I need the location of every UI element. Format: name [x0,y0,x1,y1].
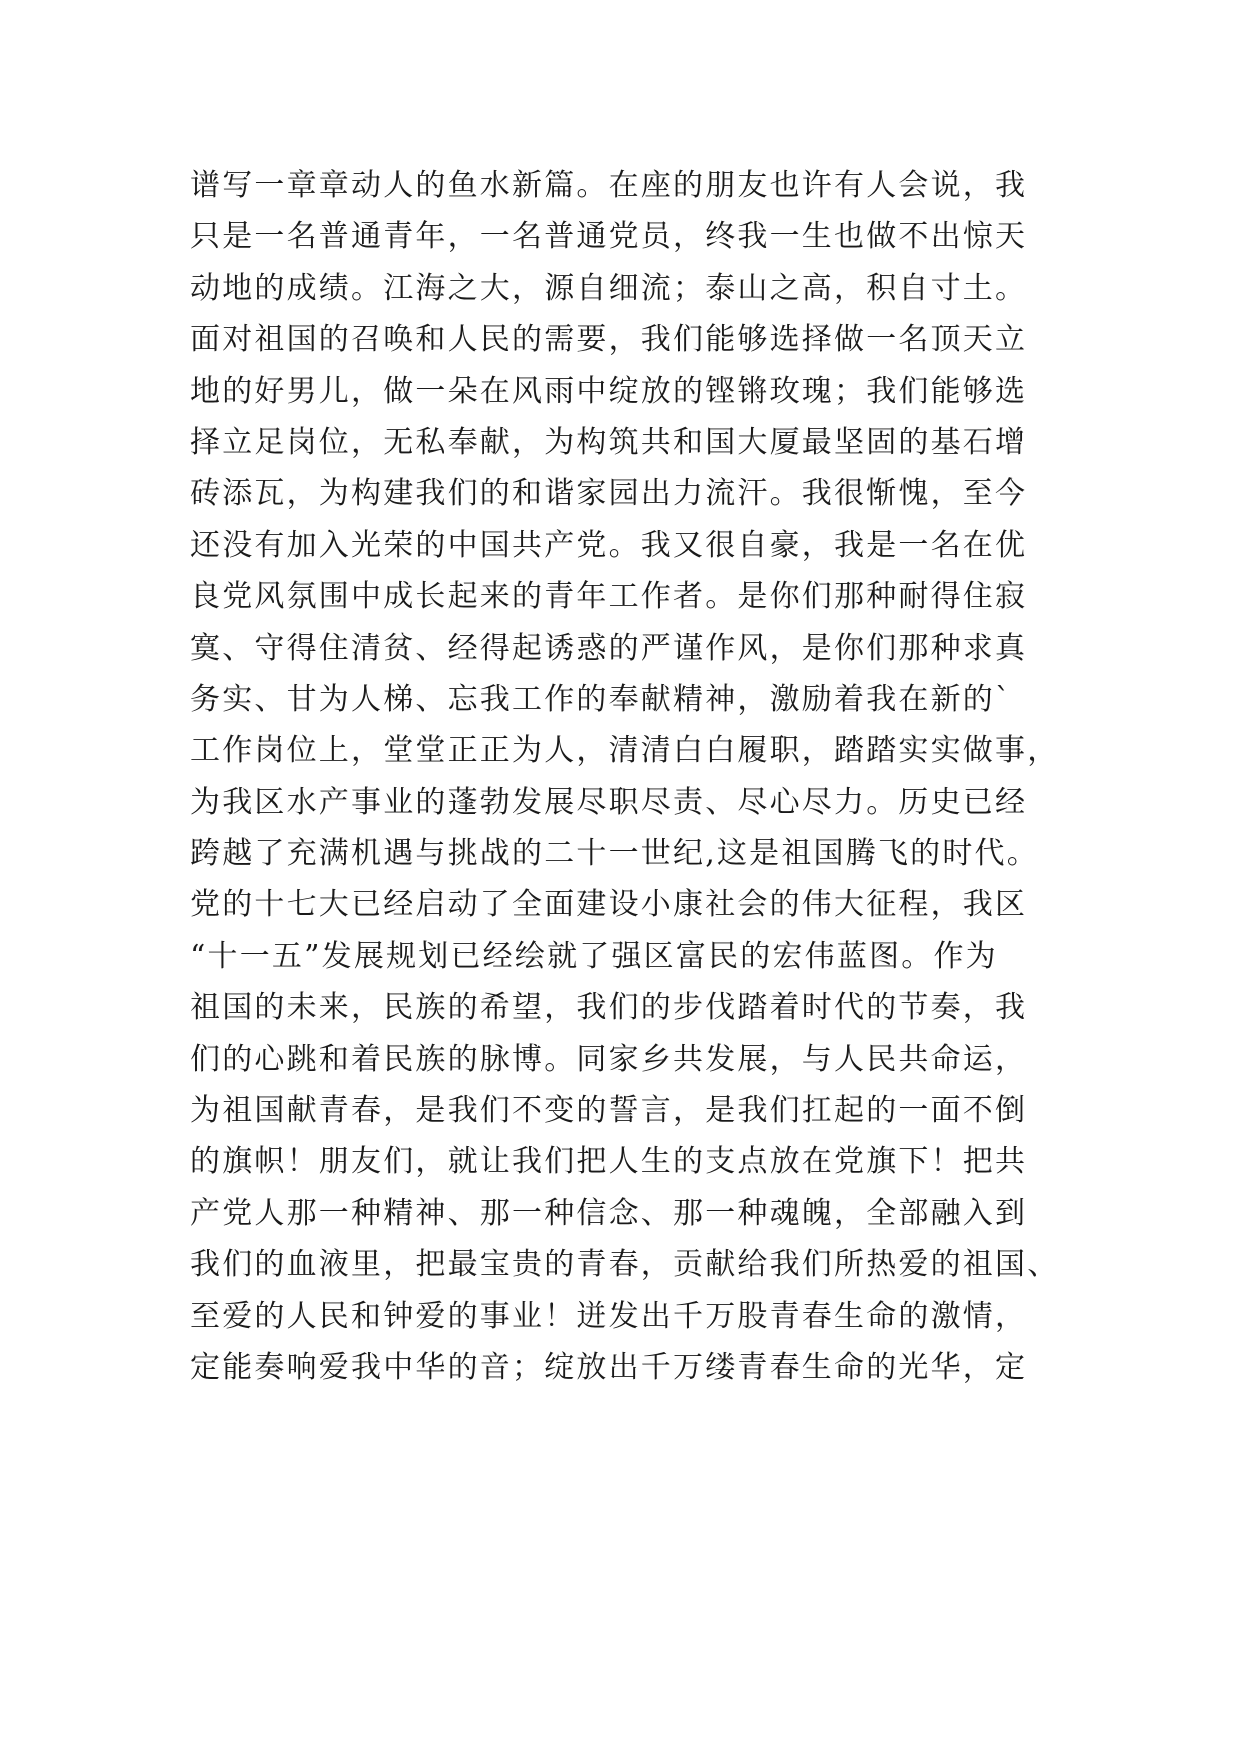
text-line-7: 砖添瓦，为构建我们的和谐家园出力流汗。我很惭愧，至今 [190,476,1028,512]
text-line-21: 产党人那一种精神、那一种信念、那一种魂魄，全部融入到 [190,1195,1028,1231]
text-line-17: 祖国的未来，民族的希望，我们的步伐踏着时代的节奏，我 [190,990,1028,1026]
text-line-20: 的旗帜！朋友们，就让我们把人生的支点放在党旗下！把共 [190,1144,1028,1180]
text-line-6: 择立足岗位，无私奉献，为构筑共和国大厦最坚固的基石增 [190,424,1028,460]
text-line-5: 地的好男儿，做一朵在风雨中绽放的铿锵玫瑰；我们能够选 [190,373,1028,409]
text-line-4: 面对祖国的召唤和人民的需要，我们能够选择做一名顶天立 [190,322,1028,358]
text-line-12: 工作岗位上，堂堂正正为人，清清白白履职，踏踏实实做事， [190,733,1060,769]
text-line-13: 为我区水产事业的蓬勃发展尽职尽责、尽心尽力。历史已经 [190,784,1028,820]
text-line-16: “十一五”发展规划已经绘就了强区富民的宏伟蓝图。作为 [190,938,998,974]
text-line-8: 还没有加入光荣的中国共产党。我又很自豪，我是一名在优 [190,527,1028,563]
text-line-23: 至爱的人民和钟爱的事业！迸发出千万股青春生命的激情， [190,1298,1028,1334]
text-line-3: 动地的成绩。江海之大，源自细流；泰山之高，积自寸土。 [190,270,1028,306]
text-line-10: 寞、守得住清贫、经得起诱惑的严谨作风，是你们那种求真 [190,630,1028,666]
text-line-22: 我们的血液里，把最宝贵的青春，贡献给我们所热爱的祖国、 [190,1247,1060,1283]
text-line-2: 只是一名普通青年，一名普通党员，终我一生也做不出惊天 [190,219,1028,255]
text-line-19: 为祖国献青春，是我们不变的誓言，是我们扛起的一面不倒 [190,1093,1028,1129]
text-line-11: 务实、甘为人梯、忘我工作的奉献精神，激励着我在新的` [190,681,1013,717]
text-line-1: 谱写一章章动人的鱼水新篇。在座的朋友也许有人会说，我 [190,168,1028,203]
text-line-15: 党的十七大已经启动了全面建设小康社会的伟大征程，我区 [190,887,1028,923]
text-line-24: 定能奏响爱我中华的音；绽放出千万缕青春生命的光华，定 [190,1349,1028,1385]
text-line-14: 跨越了充满机遇与挑战的二十一世纪,这是祖国腾飞的时代。 [190,836,1039,872]
body-text [190,160,1070,1393]
text-line-18: 们的心跳和着民族的脉博。同家乡共发展，与人民共命运， [190,1041,1028,1077]
text-line-9: 良党风氛围中成长起来的青年工作者。是你们那种耐得住寂 [190,579,1028,615]
